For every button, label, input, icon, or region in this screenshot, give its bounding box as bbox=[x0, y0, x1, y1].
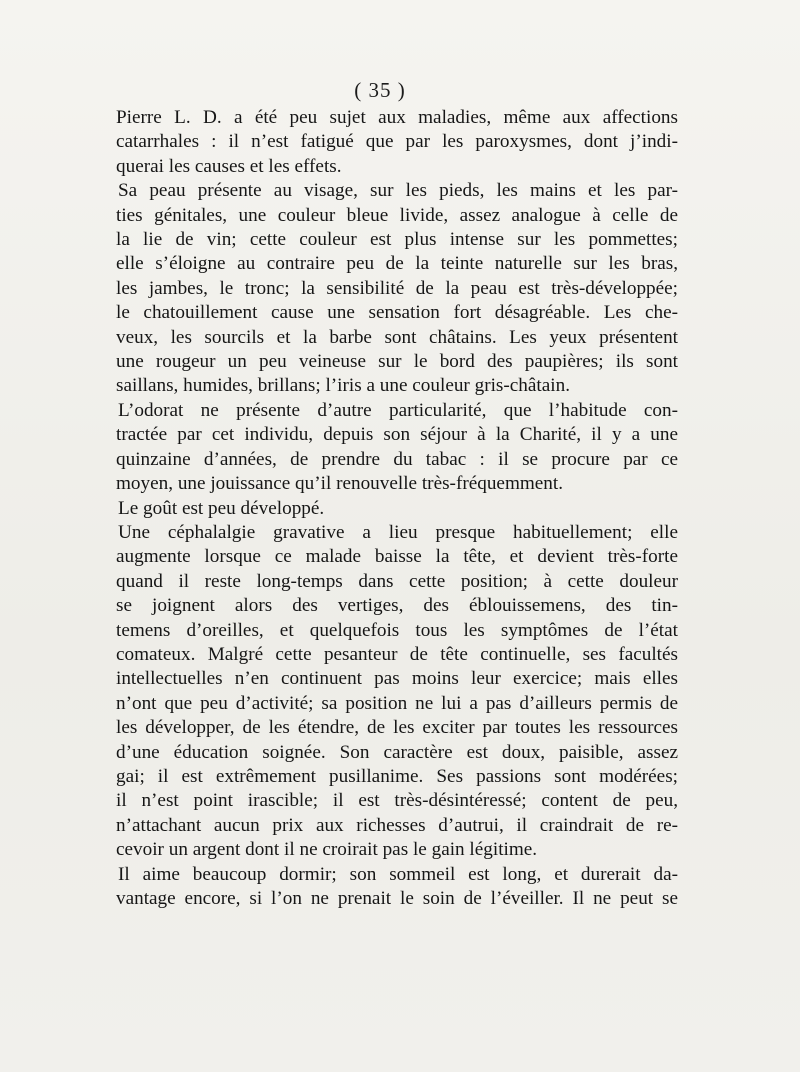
text-line: Pierre L. D. a été peu sujet aux maladies, même aux affections bbox=[116, 107, 678, 128]
text-line: vantage encore, si l’on ne prenait le soin de l’éveiller. Il ne peut se bbox=[116, 888, 678, 909]
text-line: d’une éducation soignée. Son caractère est doux, paisible, assez bbox=[116, 741, 678, 763]
text-line: ties génitales, une couleur bleue livide, assez analogue à celle de bbox=[116, 204, 678, 226]
text-line: gai; il est extrêmement pusillanime. Ses passions sont modérées; bbox=[116, 765, 678, 787]
text-line: Le goût est peu développé. bbox=[118, 497, 325, 519]
text-line: elle s’éloigne au contraire peu de la teinte naturelle sur les bras, bbox=[116, 253, 678, 275]
text-line: catarrhales : il n’est fatigué que par les paroxysmes, dont j’indi- bbox=[116, 131, 678, 153]
text-line: se joignent alors des vertiges, des éblouissemens, des tin- bbox=[116, 595, 678, 617]
text-line: Sa peau présente au visage, sur les pieds, les mains et les par- bbox=[118, 180, 678, 202]
text-line: les jambes, le tronc; la sensibilité de la peau est très-développée; bbox=[116, 277, 678, 299]
page-number: ( 35 ) bbox=[354, 78, 406, 102]
text-line: querai les causes et les effets. bbox=[116, 155, 342, 177]
text-line: les développer, de les étendre, de les exciter par toutes les ressources bbox=[116, 717, 678, 739]
text-line: saillans, humides, brillans; l’iris a une couleur gris-châtain. bbox=[116, 375, 570, 397]
text-line: moyen, une jouissance qu’il renouvelle très-fréquemment. bbox=[116, 473, 564, 495]
text-line: quinzaine d’années, de prendre du tabac : il se procure par ce bbox=[116, 448, 678, 470]
text-line: augmente lorsque ce malade baisse la tête, et devient très-forte bbox=[116, 546, 678, 568]
text-line: Il aime beaucoup dormir; son sommeil est long, et durerait da- bbox=[118, 863, 678, 885]
text-line: intellectuelles n’en continuent pas moins leur exercice; mais elles bbox=[116, 668, 678, 690]
text-line: Une céphalalgie gravative a lieu presque habituellement; elle bbox=[118, 521, 678, 543]
text-line: le chatouillement cause une sensation fort désagréable. Les che- bbox=[116, 302, 678, 324]
text-line: tractée par cet individu, depuis son séjour à la Charité, il y a une bbox=[116, 424, 678, 446]
text-line: L’odorat ne présente d’autre particularité, que l’habitude con- bbox=[118, 399, 678, 421]
text-line: la lie de vin; cette couleur est plus intense sur les pommettes; bbox=[116, 229, 678, 251]
text-line: veux, les sourcils et la barbe sont châtains. Les yeux présentent bbox=[116, 326, 678, 348]
text-line: n’attachant aucun prix aux richesses d’autrui, il craindrait de re- bbox=[116, 814, 678, 836]
text-line: n’ont que peu d’activité; sa position ne lui a pas d’ailleurs permis de bbox=[116, 692, 678, 714]
text-line: cevoir un argent dont il ne croirait pas le gain légitime. bbox=[116, 839, 538, 861]
text-line: temens d’oreilles, et quelquefois tous les symptômes de l’état bbox=[116, 619, 678, 641]
text-line: comateux. Malgré cette pesanteur de tête continuelle, ses facultés bbox=[116, 643, 678, 665]
text-line: il n’est point irascible; il est très-désintéressé; content de peu, bbox=[116, 790, 678, 812]
text-line: une rougeur un peu veineuse sur le bord des paupières; ils sont bbox=[116, 351, 678, 373]
text-line: quand il reste long-temps dans cette position; à cette douleur bbox=[116, 570, 678, 592]
body-text bbox=[116, 106, 678, 911]
